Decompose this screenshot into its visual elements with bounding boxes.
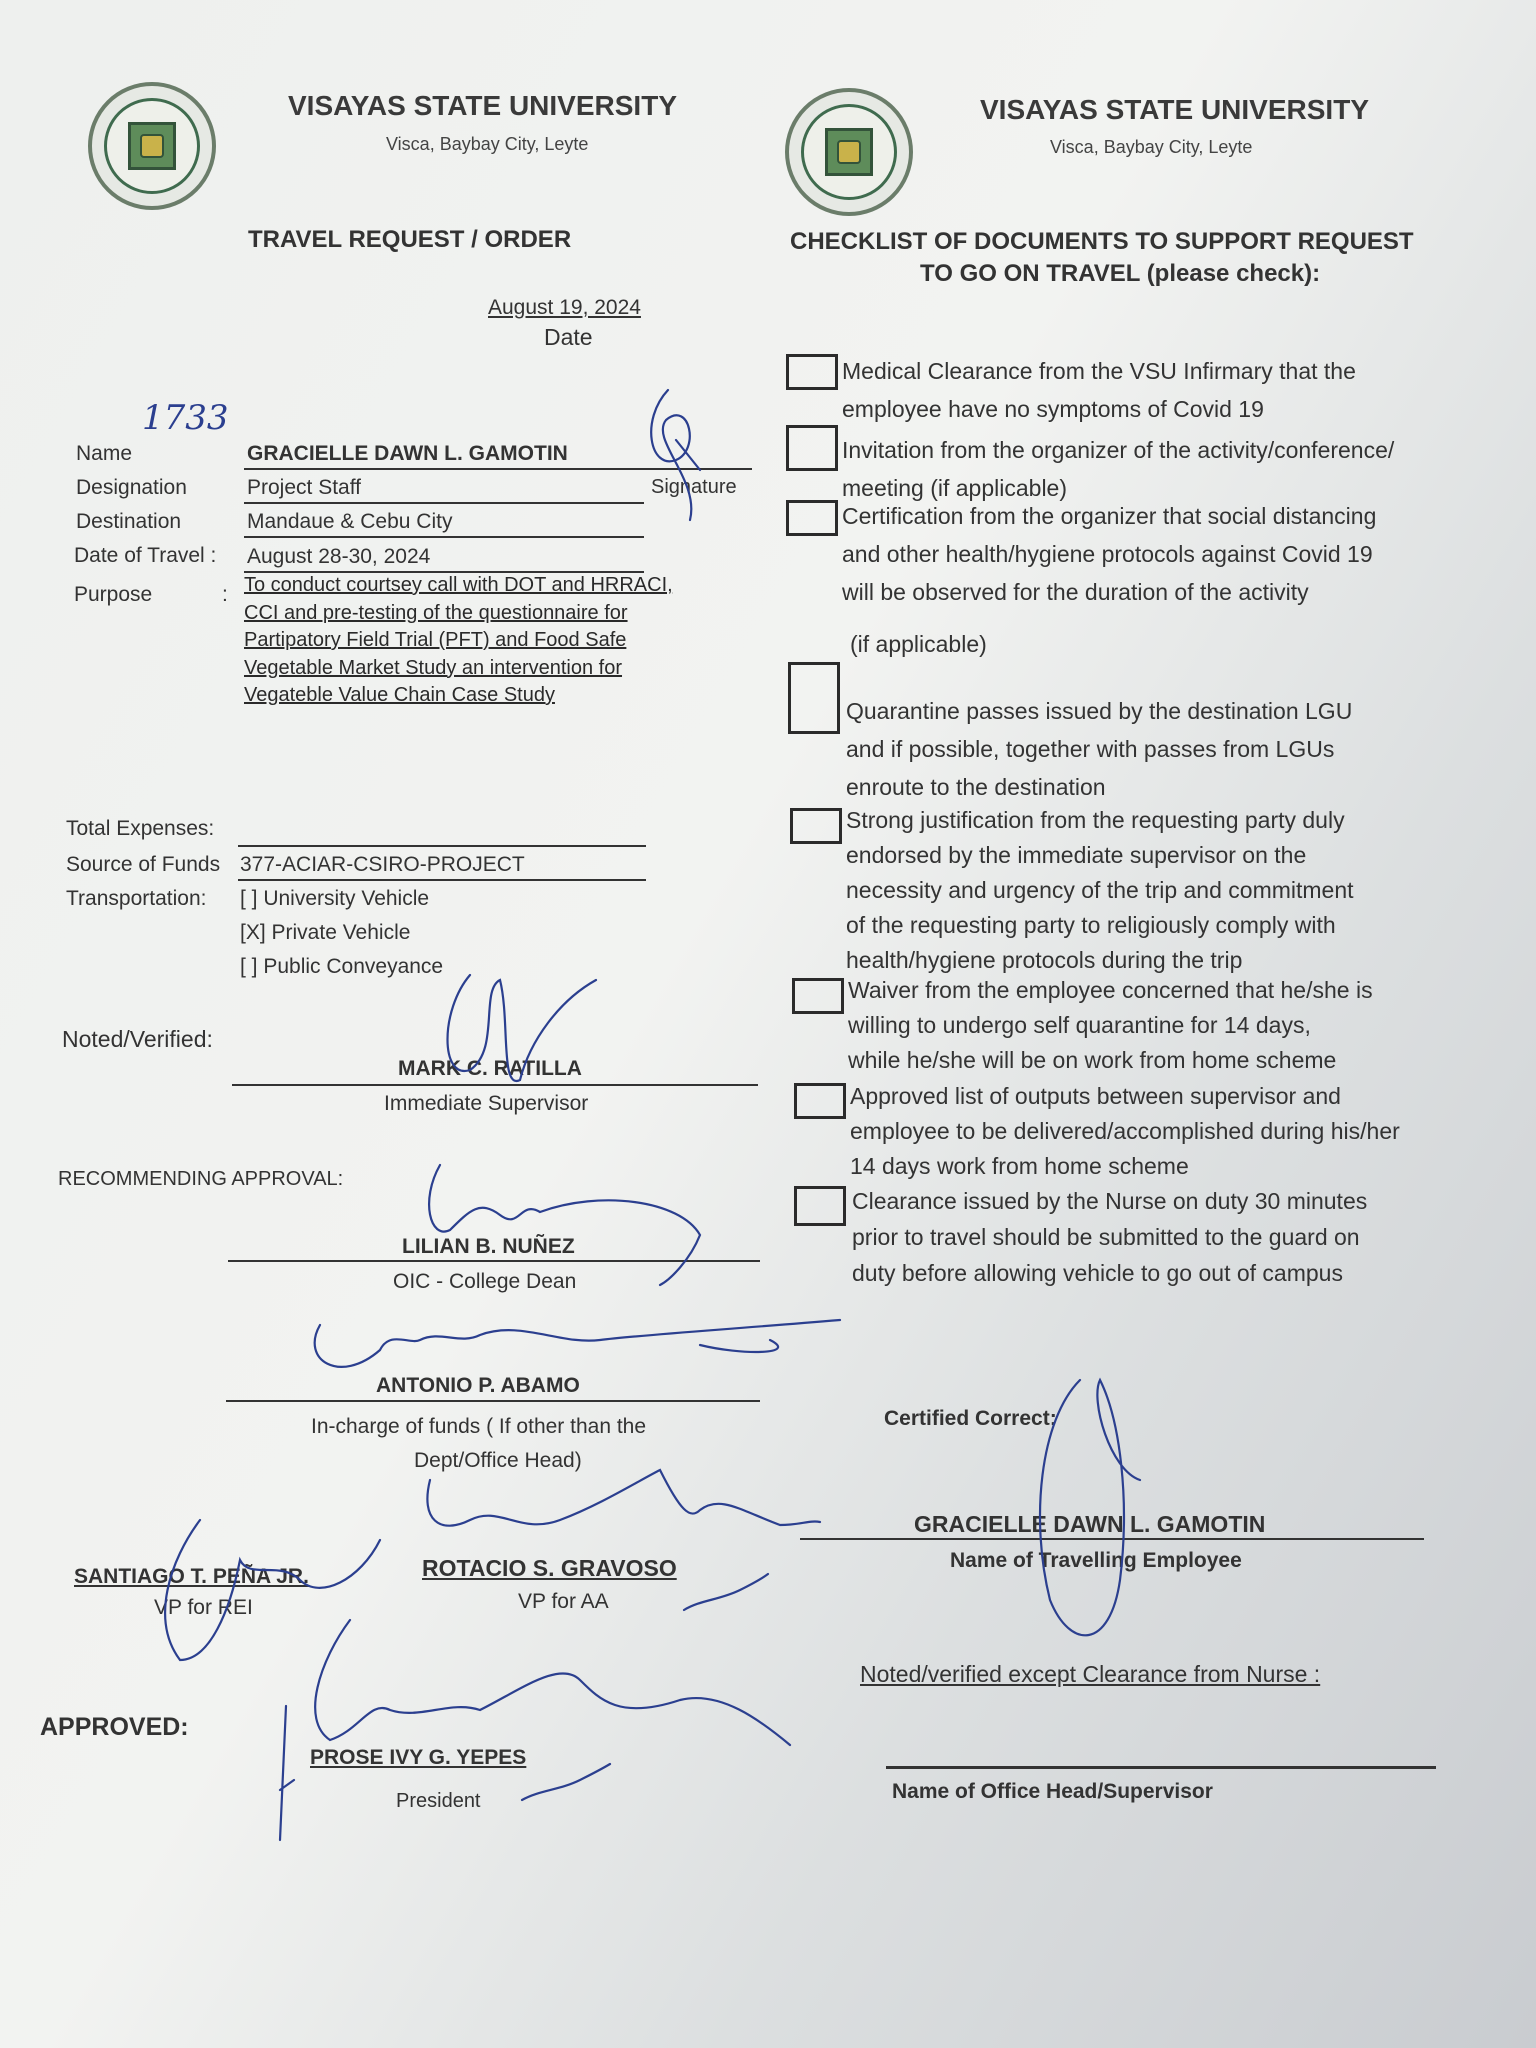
if-applicable-note: (if applicable): [850, 631, 987, 657]
president-name: PROSE IVY G. YEPES: [310, 1746, 527, 1769]
university-address-right: Visca, Baybay City, Leyte: [1050, 137, 1253, 157]
supervisor-role: Immediate Supervisor: [384, 1092, 589, 1115]
checklist-line: endorsed by the immediate supervisor on the: [846, 842, 1307, 868]
purpose-line: Vegateble Value Chain Case Study: [244, 684, 555, 706]
checklist-line: Approved list of outputs between supervisor and: [850, 1083, 1341, 1109]
handwritten-number: 1733: [142, 398, 229, 438]
purpose-colon: :: [222, 583, 228, 606]
checklist-line: employee to be delivered/accomplished during his/her: [850, 1118, 1400, 1144]
checklist-line: Quarantine passes issued by the destination LGU: [846, 698, 1353, 724]
checklist-line: and other health/hygiene protocols against Covid 19: [842, 541, 1373, 567]
vp-aa-name: ROTACIO S. GRAVOSO: [422, 1555, 677, 1581]
source-of-funds-value: 377-ACIAR-CSIRO-PROJECT: [240, 853, 525, 876]
vp-rei-role: VP for REI: [154, 1596, 253, 1619]
checklist-line: meeting (if applicable): [842, 475, 1068, 501]
form-title: TRAVEL REQUEST / ORDER: [248, 226, 572, 253]
noted-except-nurse-label: Noted/verified except Clearance from Nurse :: [860, 1661, 1321, 1687]
name-label: Name: [76, 442, 133, 465]
purpose-line: Partipatory Field Trial (PFT) and Food Safe: [244, 629, 627, 651]
checklist-line: Certification from the organizer that social distancing: [842, 503, 1377, 529]
noted-verified-label: Noted/Verified:: [62, 1026, 213, 1052]
vp-rei-signature: [165, 1520, 380, 1660]
transport-university-vehicle: [ ] University Vehicle: [240, 887, 430, 910]
dean-name: LILIAN B. NUÑEZ: [402, 1235, 575, 1258]
checklist-line: Waiver from the employee concerned that he/she is: [848, 977, 1373, 1003]
date-of-travel-value: August 28-30, 2024: [247, 545, 431, 568]
checklist-title-line2: TO GO ON TRAVEL (please check):: [920, 260, 1321, 287]
checklist-line: while he/she will be on work from home scheme: [848, 1047, 1337, 1073]
checklist-line: health/hygiene protocols during the trip: [846, 947, 1243, 973]
university-name-right: VISAYAS STATE UNIVERSITY: [980, 94, 1369, 125]
checklist-line: duty before allowing vehicle to go out of campus: [852, 1260, 1343, 1286]
funds-incharge-signature: [315, 1320, 840, 1367]
funds-incharge-name: ANTONIO P. ABAMO: [376, 1374, 580, 1397]
checklist-line: enroute to the destination: [846, 774, 1106, 800]
designation-label: Designation: [76, 476, 187, 499]
employee-certified-signature: [1040, 1380, 1140, 1635]
checklist-line: Invitation from the organizer of the activity/conference/: [842, 437, 1395, 463]
certified-correct-label: Certified Correct:: [884, 1407, 1057, 1430]
funds-role-line1: In-charge of funds ( If other than the: [311, 1415, 647, 1438]
destination-label: Destination: [76, 510, 182, 533]
request-date: August 19, 2024: [488, 296, 641, 319]
travelling-employee-role: Name of Travelling Employee: [950, 1549, 1242, 1572]
travelling-employee-name: GRACIELLE DAWN L. GAMOTIN: [914, 1511, 1266, 1537]
checklist-line: employee have no symptoms of Covid 19: [842, 396, 1264, 422]
date-of-travel-label: Date of Travel :: [74, 544, 217, 567]
purpose-label: Purpose: [74, 583, 153, 606]
checklist-line: and if possible, together with passes from LGUs: [846, 736, 1335, 762]
president-role: President: [396, 1790, 481, 1812]
initials-president: [522, 1764, 610, 1800]
purpose-line: CCI and pre-testing of the questionnaire for: [244, 601, 628, 624]
supervisor-name: MARK C. RATILLA: [398, 1057, 582, 1080]
checklist-line: necessity and urgency of the trip and commitment: [846, 877, 1354, 903]
transport-public-conveyance: [ ] Public Conveyance: [240, 955, 444, 978]
dean-signature: [429, 1165, 700, 1285]
designation-value: Project Staff: [247, 476, 362, 499]
transport-private-vehicle: [X] Private Vehicle: [240, 921, 411, 944]
applicant-signature: [651, 390, 700, 520]
source-of-funds-label: Source of Funds: [66, 853, 221, 876]
transportation-label: Transportation:: [66, 887, 207, 910]
purpose-line: Vegetable Market Study an intervention for: [244, 656, 623, 679]
university-address-left: Visca, Baybay City, Leyte: [386, 134, 589, 154]
dean-role: OIC - College Dean: [393, 1270, 577, 1293]
checklist-line: will be observed for the duration of the activity: [842, 579, 1309, 605]
vp-rei-name: SANTIAGO T. PEÑA JR.: [74, 1565, 309, 1588]
supervisor-signature: [448, 975, 597, 1081]
checklist-line: Medical Clearance from the VSU Infirmary that the: [842, 358, 1356, 384]
checklist-line: Strong justification from the requesting party duly: [846, 807, 1345, 833]
checklist-line: of the requesting party to religiously comply with: [846, 912, 1336, 938]
checklist-line: prior to travel should be submitted to the guard on: [852, 1224, 1360, 1250]
destination-value: Mandaue & Cebu City: [247, 510, 453, 533]
vp-aa-signature: [427, 1470, 820, 1526]
signature-label: Signature: [651, 476, 737, 498]
recommending-approval-label: RECOMMENDING APPROVAL:: [58, 1168, 344, 1190]
date-label: Date: [544, 324, 593, 350]
president-mark: [280, 1706, 294, 1840]
checklist-line: willing to undergo self quarantine for 14 days,: [848, 1012, 1311, 1038]
university-name-left: VISAYAS STATE UNIVERSITY: [288, 90, 677, 121]
checklist-title-line1: CHECKLIST OF DOCUMENTS TO SUPPORT REQUEST: [790, 228, 1414, 255]
checklist-line: Clearance issued by the Nurse on duty 30 minutes: [852, 1188, 1368, 1214]
president-signature: [315, 1620, 790, 1745]
approved-label: APPROVED:: [40, 1713, 189, 1741]
name-value: GRACIELLE DAWN L. GAMOTIN: [247, 442, 568, 465]
purpose-line: To conduct courtsey call with DOT and HRRACI,: [244, 574, 673, 596]
initials-vp-aa: [684, 1574, 768, 1610]
checklist-line: 14 days work from home scheme: [850, 1153, 1189, 1179]
office-head-role: Name of Office Head/Supervisor: [892, 1780, 1213, 1803]
total-expenses-label: Total Expenses:: [66, 817, 215, 840]
funds-role-line2: Dept/Office Head): [414, 1449, 582, 1472]
vp-aa-role: VP for AA: [518, 1590, 609, 1613]
